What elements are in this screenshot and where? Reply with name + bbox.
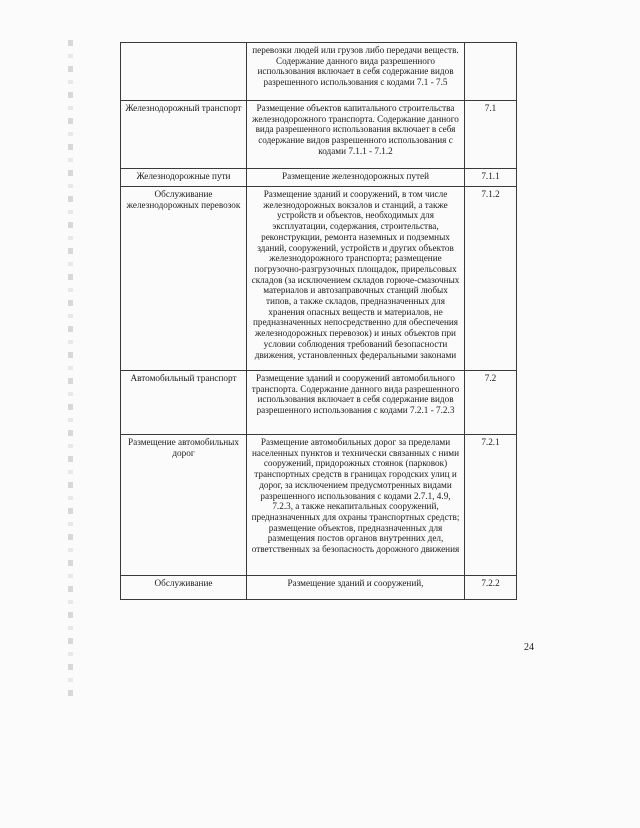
table-row xyxy=(121,576,517,600)
table-row xyxy=(121,187,517,371)
use-code xyxy=(465,43,517,101)
use-name: Железнодорожный транспорт xyxy=(121,101,247,169)
table-row xyxy=(121,435,517,576)
use-description: Размещение объектов капитального строительства железнодорожного транспорта. Содержание данного вида разрешенного использования включает в себя содержание видов разрешенного использования с кодами 7.1.1 - 7.1.2 xyxy=(247,101,465,169)
use-name: Железнодорожные пути xyxy=(121,169,247,187)
use-code: 7.2.1 xyxy=(465,435,517,576)
table-row xyxy=(121,43,517,101)
use-code: 7.2 xyxy=(465,371,517,435)
use-code: 7.1.1 xyxy=(465,169,517,187)
use-name: Размещение автомобильных дорог xyxy=(121,435,247,576)
use-name: Обслуживание железнодорожных перевозок xyxy=(121,187,247,371)
use-name xyxy=(121,43,247,101)
use-description: Размещение зданий и сооружений, xyxy=(247,576,465,600)
use-description: Размещение зданий и сооружений автомобильного транспорта. Содержание данного вида разрешенного использования включает в себя содержание видов разрешенного использования с кодами 7.2.1 - 7.2.3 xyxy=(247,371,465,435)
use-code: 7.1 xyxy=(465,101,517,169)
table-row xyxy=(121,101,517,169)
use-description: Размещение железнодорожных путей xyxy=(247,169,465,187)
land-use-table xyxy=(120,42,517,600)
use-description: Размещение автомобильных дорог за пределами населенных пунктов и технически связанных с ними сооружений, придорожных стоянок (парковок) транспортных средств в границах городских улиц и дорог, за исключением предусмотренных видами разрешенного использования с кодами 2.7.1, 4.9, 7.2.3, а также некапитальных сооружений, предназначенных для охраны транспортных средств; размещение объектов, предназначенных для размещения постов органов внутренних дел, ответственных за безопасность дорожного движения xyxy=(247,435,465,576)
page-number: 24 xyxy=(524,642,534,653)
use-description: перевозки людей или грузов либо передачи веществ. Содержание данного вида разрешенного использования включает в себя содержание видов разрешенного использования с кодами 7.1 - 7.5 xyxy=(247,43,465,101)
binding-edge xyxy=(68,40,73,700)
use-name: Автомобильный транспорт xyxy=(121,371,247,435)
use-name: Обслуживание xyxy=(121,576,247,600)
use-code: 7.2.2 xyxy=(465,576,517,600)
use-description: Размещение зданий и сооружений, в том числе железнодорожных вокзалов и станций, а также устройств и объектов, необходимых для эксплуатации, содержания, строительства, реконструкции, ремонта наземных и подземных зданий, сооружений, устройств и других объектов железнодорожного транспорта; размещение погрузочно-разгрузочных площадок, прирельсовых складов (за исключением складов горюче-смазочных материалов и автозаправочных станций любых типов, а также складов, предназначенных для хранения опасных веществ и материалов, не предназначенных непосредственно для обеспечения железнодорожных перевозок) и иных объектов при условии соблюдения требований безопасности движения, установленных федеральными законами xyxy=(247,187,465,371)
use-code: 7.1.2 xyxy=(465,187,517,371)
table-row xyxy=(121,371,517,435)
table-row xyxy=(121,169,517,187)
